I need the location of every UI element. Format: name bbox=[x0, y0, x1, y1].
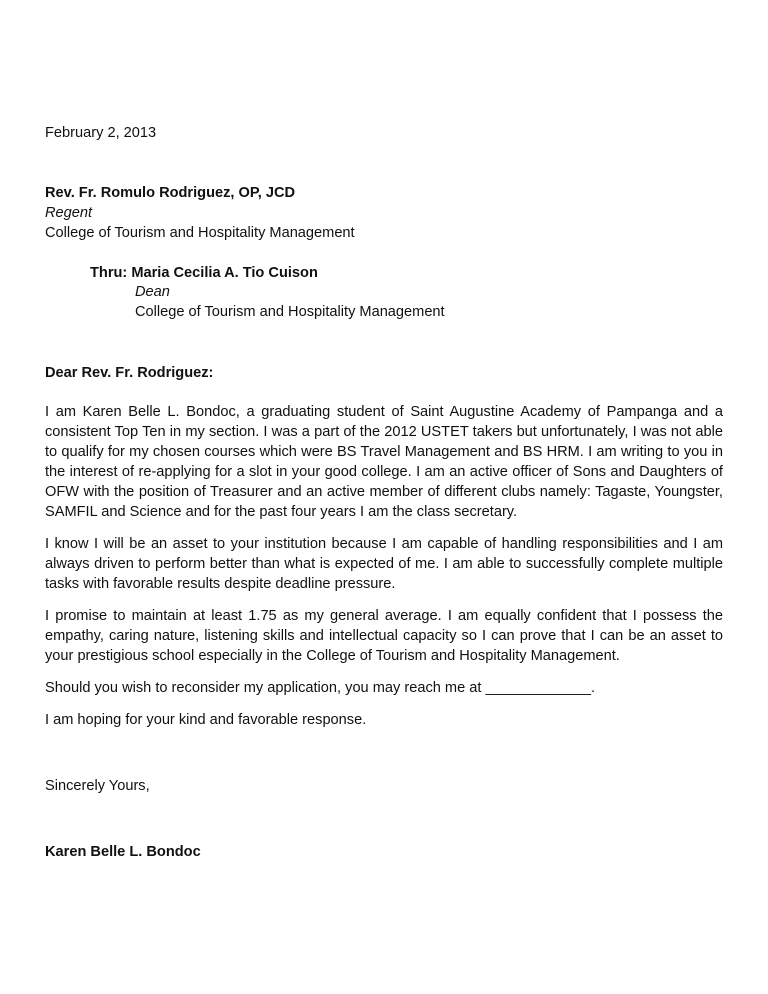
thru-title: Dean bbox=[135, 284, 170, 300]
closing: Sincerely Yours, bbox=[45, 778, 150, 794]
body-paragraph-5: I am hoping for your kind and favorable response. bbox=[45, 712, 367, 728]
body-paragraph-3: I promise to maintain at least 1.75 as my general average. I am equally confident that I possess the empathy, caring nature, listening skills and intellectual capacity so I can prove that I can be an asset to your prestigious school especially in the College of Tourism and Hospitality Management. bbox=[45, 608, 723, 664]
body-paragraph-2: I know I will be an asset to your institution because I am capable of handling responsibilities and I am always driven to perform better than what is expected of me. I am able to successfully complete multiple tasks with favorable results despite deadline pressure. bbox=[45, 536, 723, 592]
recipient-title: Regent bbox=[45, 205, 93, 221]
salutation: Dear Rev. Fr. Rodriguez: bbox=[45, 365, 214, 381]
body-paragraph-4: Should you wish to reconsider my application, you may reach me at _____________. bbox=[45, 680, 596, 696]
recipient-name: Rev. Fr. Romulo Rodriguez, OP, JCD bbox=[45, 185, 296, 201]
letter-date: February 2, 2013 bbox=[45, 125, 157, 141]
body-paragraph-1: I am Karen Belle L. Bondoc, a graduating student of Saint Augustine Academy of Pampanga and a consistent Top Ten in my section. I was a part of the 2012 USTET takers but unfortunately, I was not able to qualify for my chosen courses which were BS Travel Management and BS HRM. I am writing to you in the interest of re-applying for a slot in your good college. I am an active officer of Sons and Daughters of OFW with the position of Treasurer and an active member of different clubs namely: Tagaste, Youngster, SAMFIL and Science and for the past four years I am the class secretary. bbox=[45, 404, 723, 520]
recipient-org: College of Tourism and Hospitality Management bbox=[45, 225, 355, 241]
signature-name: Karen Belle L. Bondoc bbox=[45, 844, 201, 860]
thru-org: College of Tourism and Hospitality Management bbox=[135, 304, 445, 320]
thru-name: Thru: Maria Cecilia A. Tio Cuison bbox=[90, 265, 318, 281]
